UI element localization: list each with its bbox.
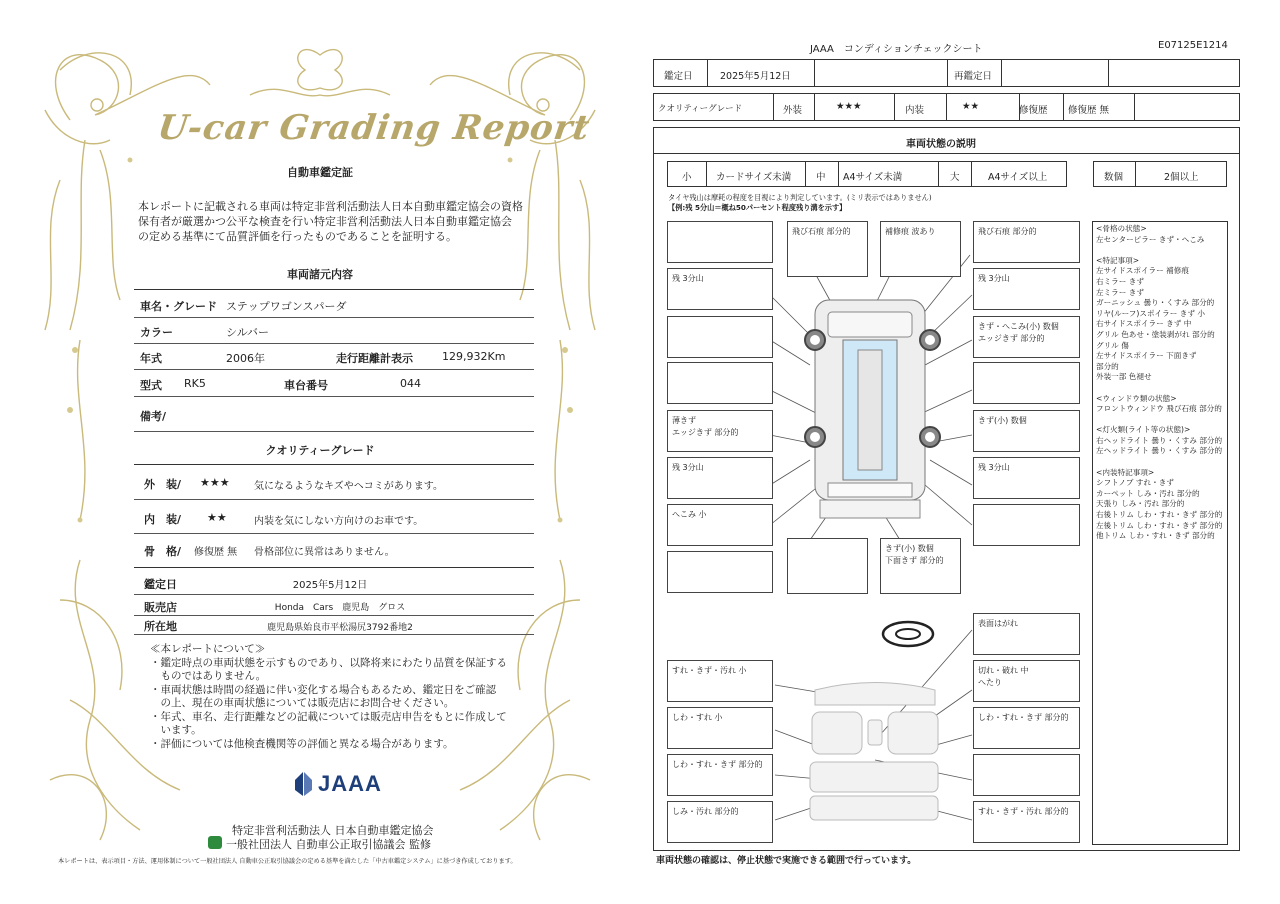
cell-divider bbox=[946, 94, 947, 120]
ext-note: 残 3分山 bbox=[978, 274, 1010, 283]
dealer-value: Honda Cars 鹿児島 グロス bbox=[274, 603, 406, 613]
notes-title: ≪本レポートについて≫ bbox=[150, 643, 266, 655]
ext-note: エッジきず 部分的 bbox=[672, 428, 739, 437]
appraisal-date-value: 2025年5月12日 bbox=[292, 580, 368, 591]
note-line: 左センターピラー きず・へこみ bbox=[1096, 234, 1205, 244]
divider bbox=[134, 343, 534, 344]
ext-box-left-2 bbox=[667, 268, 773, 310]
sheet-title: JAAA コンディションチェックシート bbox=[810, 44, 983, 55]
exterior-stars: ★★★ bbox=[200, 476, 230, 489]
cell-divider bbox=[773, 94, 774, 120]
intro-line: 保有者が厳選かつ公平な検査を行い特定非営利活動法人日本自動車鑑定協会 bbox=[138, 215, 512, 228]
ext-box-left-1 bbox=[667, 221, 773, 263]
note-line: 左ヘッドライト 曇り・くすみ 部分的 bbox=[1096, 446, 1223, 456]
note-line: カーペット しみ・汚れ 部分的 bbox=[1096, 488, 1200, 498]
ext-note: きず(小) 数個 bbox=[978, 416, 1027, 425]
int-note: しわ・すれ・きず 部分的 bbox=[978, 713, 1069, 722]
note-line: 外装一部 色褪せ bbox=[1096, 372, 1152, 382]
ext-note: 補修痕 波あり bbox=[885, 227, 936, 236]
divider bbox=[134, 634, 534, 635]
chassis-label: 車台番号 bbox=[284, 379, 328, 392]
ext-box-bottom-2 bbox=[880, 538, 961, 594]
int-note: 表面はがれ bbox=[978, 619, 1018, 628]
ext-note: 飛び石痕 部分的 bbox=[978, 227, 1037, 236]
note-line: ・車両状態は時間の経過に伴い変化する場合もあるため、鑑定日をご確認 bbox=[150, 683, 497, 696]
divider bbox=[134, 567, 534, 568]
ext-box-right-1 bbox=[973, 221, 1080, 263]
cell-divider bbox=[971, 162, 972, 186]
org-name-2: 一般社団法人 自動車公正取引協議会 監修 bbox=[226, 838, 431, 851]
cell-divider bbox=[938, 162, 939, 186]
int-note: 切れ・破れ 中 bbox=[978, 666, 1029, 675]
note-line: リヤ(ルーフ)スポイラー きず 小 bbox=[1096, 308, 1205, 318]
note-line: います。 bbox=[150, 724, 202, 736]
note-line: 左後トリム しわ・すれ・きず 部分的 bbox=[1096, 520, 1223, 530]
tire-note-1: タイヤ残山は摩耗の程度を目視により判定しています。(ミリ表示ではありません) bbox=[668, 193, 932, 202]
int-box-left-2 bbox=[667, 707, 773, 749]
ext-note: 残 3分山 bbox=[978, 463, 1010, 472]
mileage-value: 129,932Km bbox=[442, 350, 506, 363]
interior-text: 内装を気にしない方向けのお車です。 bbox=[254, 516, 424, 527]
ext-note: 薄きず bbox=[672, 416, 696, 425]
section-title: 車両状態の説明 bbox=[906, 139, 976, 150]
int-label: 内装 bbox=[905, 105, 925, 116]
ext-label: 外装 bbox=[783, 105, 803, 116]
note-line: ・年式、車名、走行距離などの記載については販売店申告をもとに作成して bbox=[150, 710, 507, 723]
cell-divider bbox=[814, 94, 815, 120]
note-line: 右サイドスポイラー きず 中 bbox=[1096, 319, 1192, 329]
interior-label: 内 装/ bbox=[144, 513, 182, 526]
note-line: ものではありません。 bbox=[150, 670, 267, 682]
ext-note: 残 3分山 bbox=[672, 274, 704, 283]
color-label: カラー bbox=[140, 326, 173, 339]
cell-divider bbox=[1108, 60, 1109, 86]
int-box-left-1 bbox=[667, 660, 773, 702]
sheet-footer: 車両状態の確認は、停止状態で実施できる範囲で行っています。 bbox=[656, 856, 917, 866]
int-box-right-5 bbox=[973, 801, 1080, 843]
footnote: 本レポートは、表示項目・方法、運用体制について一般社団法人 自動車公正取引協議会の定める基準を満たした「中古車鑑定システム」に基づき作成しております。 bbox=[58, 858, 517, 865]
note-line: 左サイドスポイラー 補修痕 bbox=[1096, 266, 1189, 276]
note-line: 左ミラー きず bbox=[1096, 287, 1144, 297]
ext-box-right-7 bbox=[973, 504, 1080, 546]
repair-label: 修復歴 bbox=[1019, 105, 1048, 116]
ext-box-right-3 bbox=[973, 316, 1080, 358]
divider bbox=[134, 289, 534, 290]
cell-divider bbox=[707, 60, 708, 86]
int-stars: ★★ bbox=[962, 101, 980, 112]
note-line: <灯火類(ライト等の状態)> bbox=[1096, 425, 1191, 435]
ext-note: きず(小) 数個 bbox=[885, 544, 934, 553]
ext-box-left-7 bbox=[667, 504, 773, 546]
note-line bbox=[1096, 383, 1222, 394]
steering-wheel-icon bbox=[883, 622, 933, 646]
int-box-left-4 bbox=[667, 801, 773, 843]
org-name-1: 特定非営利活動法人 日本自動車鑑定協会 bbox=[232, 824, 434, 837]
ext-stars: ★★★ bbox=[836, 101, 862, 112]
notes-list bbox=[1096, 224, 1222, 542]
note-line: <ウィンドウ類の状態> bbox=[1096, 393, 1177, 403]
cell-divider bbox=[894, 94, 895, 120]
quality-heading: クオリティーグレード bbox=[265, 444, 375, 457]
car-name-label: 車名・グレード bbox=[140, 300, 217, 313]
mileage-label: 走行距離計表示 bbox=[336, 352, 413, 365]
cell-divider bbox=[706, 162, 707, 186]
color-value: シルバー bbox=[226, 326, 269, 339]
note-line: グリル 色あせ・塗装剥がれ 部分的 bbox=[1096, 329, 1215, 339]
note-line bbox=[1096, 457, 1222, 468]
note-line: 右後トリム しわ・すれ・きず 部分的 bbox=[1096, 510, 1223, 520]
appraisal-date-label: 鑑定日 bbox=[144, 578, 177, 591]
int-note: すれ・きず・汚れ 部分的 bbox=[978, 807, 1069, 816]
size-small: 小 bbox=[682, 172, 692, 183]
jaaa-logo-text: JAAA bbox=[318, 771, 382, 796]
divider bbox=[134, 396, 534, 397]
note-line: グリル 傷 bbox=[1096, 340, 1129, 350]
date-label: 鑑定日 bbox=[664, 71, 693, 82]
cell-divider bbox=[1001, 60, 1002, 86]
divider bbox=[134, 594, 534, 595]
exterior-text: 気になるようなキズやヘコミがあります。 bbox=[254, 481, 443, 492]
ext-box-right-5 bbox=[973, 410, 1080, 452]
grade-label: クオリティーグレード bbox=[658, 104, 743, 114]
int-box-right-2 bbox=[973, 660, 1080, 702]
ext-note: エッジきず 部分的 bbox=[978, 334, 1045, 343]
jaaa-mark-icon bbox=[292, 770, 314, 798]
reappraisal-label: 再鑑定日 bbox=[954, 71, 993, 82]
ext-box-left-6 bbox=[667, 457, 773, 499]
ext-box-top-2 bbox=[880, 221, 961, 277]
divider bbox=[134, 533, 534, 534]
int-note: しわ・すれ・きず 部分的 bbox=[672, 760, 763, 769]
model-value: RK5 bbox=[184, 377, 206, 390]
ext-box-right-4 bbox=[973, 362, 1080, 404]
divider bbox=[134, 369, 534, 370]
size-mid-desc: A4サイズ未満 bbox=[843, 172, 903, 183]
intro-line: 本レポートに記載される車両は特定非営利活動法人日本自動車鑑定協会の資格 bbox=[138, 200, 523, 213]
note-line: 右ミラー きず bbox=[1096, 276, 1144, 286]
tire-note-2: 【例:残 5分山＝概ね50パーセント程度残り溝を示す】 bbox=[668, 203, 847, 212]
note-line bbox=[1096, 245, 1222, 256]
note-line: ・評価については他検査機関等の評価と異なる場合があります。 bbox=[150, 737, 454, 750]
divider bbox=[134, 615, 534, 616]
address-value: 鹿児島県始良市平松湯尻3792番地2 bbox=[267, 623, 413, 633]
ext-note: 下面きず 部分的 bbox=[885, 556, 944, 565]
int-box-right-4 bbox=[973, 754, 1080, 796]
intro-line: の定める基準にて品質評価を行ったものであることを証明する。 bbox=[138, 230, 457, 243]
note-line: の上、現在の車両状態については販売店にお問合せください。 bbox=[150, 697, 455, 709]
int-box-right-3 bbox=[973, 707, 1080, 749]
ext-box-left-3 bbox=[667, 316, 773, 358]
ext-box-right-2 bbox=[973, 268, 1080, 310]
note-line bbox=[1096, 415, 1222, 426]
note-line: シフトノブ すれ・きず bbox=[1096, 478, 1174, 488]
report-notes bbox=[150, 643, 507, 751]
note-line: 部分的 bbox=[1096, 361, 1119, 371]
divider bbox=[134, 499, 534, 500]
int-note: しみ・汚れ 部分的 bbox=[672, 807, 739, 816]
note-line: 右ヘッドライト 曇り・くすみ 部分的 bbox=[1096, 435, 1223, 445]
note-line: 左サイドスポイラー 下面きず bbox=[1096, 351, 1197, 361]
year-value: 2006年 bbox=[226, 352, 265, 365]
car-name-value: ステップワゴンスパーダ bbox=[226, 300, 347, 313]
spec-heading: 車両諸元内容 bbox=[287, 268, 353, 281]
ext-note: きず・へこみ(小) 数個 bbox=[978, 322, 1059, 331]
year-label: 年式 bbox=[140, 352, 162, 365]
divider bbox=[134, 431, 534, 432]
size-small-desc: カードサイズ未満 bbox=[716, 172, 792, 183]
frame-label: 骨 格/ bbox=[144, 545, 182, 558]
date-value: 2025年5月12日 bbox=[720, 71, 791, 82]
ext-box-right-6 bbox=[973, 457, 1080, 499]
model-label: 型式 bbox=[140, 379, 162, 392]
jaaa-logo bbox=[292, 770, 382, 798]
intro-paragraph bbox=[138, 199, 523, 244]
fair-trade-badge-icon bbox=[208, 836, 222, 849]
note-line: <骨格の状態> bbox=[1096, 224, 1147, 233]
int-note: すれ・きず・汚れ 小 bbox=[672, 666, 747, 675]
divider bbox=[134, 464, 534, 465]
note-line: 他トリム しわ・すれ・きず 部分的 bbox=[1096, 531, 1215, 541]
note-line: <内装特記事項> bbox=[1096, 467, 1155, 477]
frame-value: 修復歴 無 bbox=[194, 547, 238, 558]
dealer-label: 販売店 bbox=[144, 601, 177, 614]
interior-stars: ★★ bbox=[207, 511, 227, 524]
note-line: <特記事項> bbox=[1096, 255, 1140, 265]
count-label: 数個 bbox=[1104, 172, 1124, 183]
frame-text: 骨格部位に異常はありません。 bbox=[254, 547, 395, 558]
int-note: しわ・すれ 小 bbox=[672, 713, 723, 722]
ext-note: へこみ 小 bbox=[672, 510, 707, 519]
ext-box-left-4 bbox=[667, 362, 773, 404]
ext-box-left-5 bbox=[667, 410, 773, 452]
note-line: ガーニッシュ 曇り・くすみ 部分的 bbox=[1096, 298, 1215, 308]
ext-box-left-8 bbox=[667, 551, 773, 593]
cell-divider bbox=[1134, 94, 1135, 120]
size-large-desc: A4サイズ以上 bbox=[988, 172, 1048, 183]
int-box-right-1 bbox=[973, 613, 1080, 655]
size-mid: 中 bbox=[816, 172, 826, 183]
size-large: 大 bbox=[950, 172, 960, 183]
cell-divider bbox=[814, 60, 815, 86]
count-desc: 2個以上 bbox=[1164, 172, 1199, 183]
report-script-title: U-car Grading Report bbox=[155, 108, 593, 148]
cell-divider bbox=[1135, 162, 1136, 186]
note-line: 天張り しみ・汚れ 部分的 bbox=[1096, 499, 1185, 509]
chassis-value: 044 bbox=[400, 377, 421, 390]
remarks-label: 備考/ bbox=[140, 410, 167, 423]
divider bbox=[653, 153, 1240, 154]
certificate-subtitle: 自動車鑑定証 bbox=[287, 166, 353, 179]
cell-divider bbox=[805, 162, 806, 186]
ext-note: 飛び石痕 部分的 bbox=[792, 227, 851, 236]
cell-divider bbox=[947, 60, 948, 86]
ext-box-top-1 bbox=[787, 221, 868, 277]
ext-box-bottom-1 bbox=[787, 538, 868, 594]
int-note: へたり bbox=[978, 678, 1002, 687]
ext-note: 残 3分山 bbox=[672, 463, 704, 472]
int-box-left-3 bbox=[667, 754, 773, 796]
cell-divider bbox=[1063, 94, 1064, 120]
sheet-code: E07125E1214 bbox=[1158, 40, 1228, 51]
exterior-label: 外 装/ bbox=[144, 478, 182, 491]
repair-value: 修復歴 無 bbox=[1068, 105, 1110, 116]
address-label: 所在地 bbox=[144, 620, 177, 633]
note-line: フロントウィンドウ 飛び石痕 部分的 bbox=[1096, 404, 1222, 414]
cell-divider bbox=[838, 162, 839, 186]
note-line: ・鑑定時点の車両状態を示すものであり、以降将来にわたり品質を保証する bbox=[150, 656, 507, 669]
divider bbox=[134, 317, 534, 318]
